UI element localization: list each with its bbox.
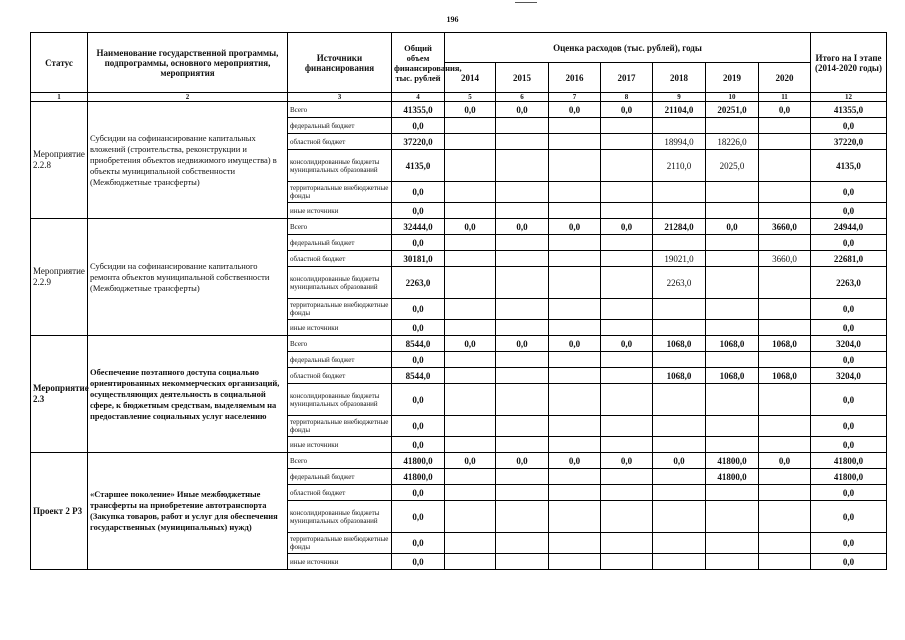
year-value-cell: 0,0 bbox=[759, 453, 811, 469]
stage-total-cell: 4135,0 bbox=[811, 150, 887, 182]
year-value-cell: 1068,0 bbox=[653, 336, 706, 352]
column-number: 10 bbox=[706, 93, 759, 102]
stage-total-cell: 22681,0 bbox=[811, 251, 887, 267]
measure-name-cell: «Старшее поколение» Иные межбюджетные трансферты на приобретение автотранспорта (Закупка товаров, работ и услуг для обеспечения государственных (муниципальных) нужд) bbox=[88, 453, 288, 570]
year-value-cell: 0,0 bbox=[445, 219, 496, 235]
year-value-cell bbox=[601, 437, 653, 453]
year-value-cell bbox=[653, 437, 706, 453]
year-value-cell bbox=[549, 384, 601, 416]
year-value-cell bbox=[549, 485, 601, 501]
year-value-cell: 41800,0 bbox=[706, 469, 759, 485]
year-value-cell bbox=[549, 437, 601, 453]
year-value-cell bbox=[759, 554, 811, 570]
column-number: 6 bbox=[496, 93, 549, 102]
year-value-cell bbox=[706, 267, 759, 299]
year-value-cell bbox=[496, 368, 549, 384]
table-row bbox=[31, 453, 887, 469]
funding-source-cell: федеральный бюджет bbox=[288, 235, 392, 251]
total-cell: 0,0 bbox=[392, 299, 445, 320]
stage-total-cell: 0,0 bbox=[811, 352, 887, 368]
year-value-cell bbox=[496, 150, 549, 182]
year-value-cell: 19021,0 bbox=[653, 251, 706, 267]
year-value-cell bbox=[601, 416, 653, 437]
year-value-cell bbox=[549, 368, 601, 384]
stage-total-cell: 24944,0 bbox=[811, 219, 887, 235]
total-cell: 0,0 bbox=[392, 416, 445, 437]
year-value-cell bbox=[706, 118, 759, 134]
funding-source-cell: областной бюджет bbox=[288, 251, 392, 267]
year-value-cell bbox=[549, 352, 601, 368]
funding-source-cell: Всего bbox=[288, 219, 392, 235]
year-value-cell bbox=[601, 235, 653, 251]
header-year: 2020 bbox=[759, 63, 811, 93]
year-value-cell bbox=[445, 533, 496, 554]
year-value-cell bbox=[445, 485, 496, 501]
year-value-cell bbox=[601, 352, 653, 368]
measure-name-cell: Субсидии на софинансирование капитального ремонта объектов муниципальной собственности (Межбюджетные трансферты) bbox=[88, 219, 288, 336]
year-value-cell bbox=[653, 501, 706, 533]
header-status: Статус bbox=[31, 33, 88, 93]
status-cell: Мероприятие 2.2.9 bbox=[31, 219, 88, 336]
total-cell: 0,0 bbox=[392, 203, 445, 219]
year-value-cell: 2025,0 bbox=[706, 150, 759, 182]
funding-source-cell: территориальные внебюджетные фонды bbox=[288, 416, 392, 437]
year-value-cell bbox=[549, 267, 601, 299]
year-value-cell bbox=[706, 352, 759, 368]
year-value-cell bbox=[496, 485, 549, 501]
measure-name-cell: Обеспечение поэтапного доступа социально ориентированных некоммерческих организаций, осуществляющих деятельность в социальной сфере, к бюджетным средствам, выделяемым на предоставление социальных услуг населению bbox=[88, 336, 288, 453]
stage-total-cell: 41355,0 bbox=[811, 102, 887, 118]
stage-total-cell: 0,0 bbox=[811, 118, 887, 134]
total-cell: 32444,0 bbox=[392, 219, 445, 235]
total-cell: 0,0 bbox=[392, 118, 445, 134]
year-value-cell bbox=[653, 235, 706, 251]
stage-total-cell: 0,0 bbox=[811, 182, 887, 203]
year-value-cell bbox=[445, 320, 496, 336]
year-value-cell bbox=[496, 118, 549, 134]
stage-total-cell: 2263,0 bbox=[811, 267, 887, 299]
table-row bbox=[31, 102, 887, 118]
year-value-cell bbox=[549, 416, 601, 437]
stage-total-cell: 41800,0 bbox=[811, 453, 887, 469]
funding-source-cell: территориальные внебюджетные фонды bbox=[288, 182, 392, 203]
year-value-cell: 0,0 bbox=[549, 336, 601, 352]
year-value-cell bbox=[653, 352, 706, 368]
year-value-cell: 0,0 bbox=[496, 102, 549, 118]
year-value-cell bbox=[549, 320, 601, 336]
year-value-cell bbox=[653, 533, 706, 554]
year-value-cell bbox=[496, 352, 549, 368]
stage-total-cell: 41800,0 bbox=[811, 469, 887, 485]
funding-source-cell: консолидированные бюджеты муниципальных образований bbox=[288, 150, 392, 182]
year-value-cell bbox=[549, 299, 601, 320]
year-value-cell bbox=[445, 182, 496, 203]
year-value-cell bbox=[445, 251, 496, 267]
year-value-cell bbox=[759, 384, 811, 416]
year-value-cell bbox=[759, 203, 811, 219]
total-cell: 8544,0 bbox=[392, 336, 445, 352]
year-value-cell bbox=[601, 118, 653, 134]
year-value-cell bbox=[653, 416, 706, 437]
year-value-cell bbox=[549, 150, 601, 182]
column-number: 1 bbox=[31, 93, 88, 102]
year-value-cell: 0,0 bbox=[601, 453, 653, 469]
year-value-cell bbox=[759, 469, 811, 485]
funding-source-cell: областной бюджет bbox=[288, 485, 392, 501]
year-value-cell bbox=[549, 203, 601, 219]
year-value-cell bbox=[706, 384, 759, 416]
year-value-cell: 0,0 bbox=[496, 219, 549, 235]
year-value-cell: 0,0 bbox=[601, 219, 653, 235]
year-value-cell bbox=[496, 533, 549, 554]
year-value-cell bbox=[549, 182, 601, 203]
year-value-cell bbox=[445, 235, 496, 251]
header-sources: Источники финансирования bbox=[288, 33, 392, 93]
header-year: 2019 bbox=[706, 63, 759, 93]
year-value-cell bbox=[601, 384, 653, 416]
year-value-cell bbox=[601, 134, 653, 150]
year-value-cell bbox=[706, 416, 759, 437]
column-number: 3 bbox=[288, 93, 392, 102]
stage-total-cell: 0,0 bbox=[811, 384, 887, 416]
year-value-cell bbox=[759, 352, 811, 368]
year-value-cell: 3660,0 bbox=[759, 219, 811, 235]
year-value-cell bbox=[759, 416, 811, 437]
year-value-cell bbox=[759, 299, 811, 320]
year-value-cell bbox=[549, 251, 601, 267]
year-value-cell: 20251,0 bbox=[706, 102, 759, 118]
year-value-cell bbox=[549, 501, 601, 533]
funding-source-cell: федеральный бюджет bbox=[288, 118, 392, 134]
year-value-cell bbox=[601, 554, 653, 570]
header-year: 2014 bbox=[445, 63, 496, 93]
funding-source-cell: областной бюджет bbox=[288, 368, 392, 384]
year-value-cell bbox=[445, 118, 496, 134]
stage-total-cell: 3204,0 bbox=[811, 336, 887, 352]
year-value-cell bbox=[496, 299, 549, 320]
column-number: 11 bbox=[759, 93, 811, 102]
year-value-cell bbox=[496, 203, 549, 219]
year-value-cell bbox=[445, 416, 496, 437]
year-value-cell bbox=[601, 267, 653, 299]
funding-source-cell: иные источники bbox=[288, 203, 392, 219]
stage-total-cell: 0,0 bbox=[811, 501, 887, 533]
column-number: 2 bbox=[88, 93, 288, 102]
funding-source-cell: территориальные внебюджетные фонды bbox=[288, 533, 392, 554]
year-value-cell: 2263,0 bbox=[653, 267, 706, 299]
year-value-cell bbox=[759, 150, 811, 182]
year-value-cell bbox=[549, 469, 601, 485]
header-name: Наименование государственной программы, подпрограммы, основного мероприятия, мероприятия bbox=[88, 33, 288, 93]
header-stage-total: Итого на I этапе (2014-2020 годы) bbox=[811, 33, 887, 93]
year-value-cell: 0,0 bbox=[601, 102, 653, 118]
total-cell: 0,0 bbox=[392, 320, 445, 336]
funding-source-cell: Всего bbox=[288, 336, 392, 352]
total-cell: 41800,0 bbox=[392, 453, 445, 469]
year-value-cell bbox=[445, 134, 496, 150]
year-value-cell bbox=[445, 501, 496, 533]
year-value-cell bbox=[445, 203, 496, 219]
funding-source-cell: консолидированные бюджеты муниципальных образований bbox=[288, 384, 392, 416]
year-value-cell bbox=[653, 203, 706, 219]
year-value-cell bbox=[653, 554, 706, 570]
measure-name-cell: Субсидии на софинансирование капитальных вложений (строительства, реконструкции и приобретения объектов недвижимого имущества) в объекты муниципальной собственности (Межбюджетные трансферты) bbox=[88, 102, 288, 219]
year-value-cell bbox=[445, 150, 496, 182]
funding-source-cell: консолидированные бюджеты муниципальных образований bbox=[288, 501, 392, 533]
year-value-cell bbox=[601, 203, 653, 219]
year-value-cell bbox=[601, 320, 653, 336]
header-year: 2017 bbox=[601, 63, 653, 93]
year-value-cell bbox=[601, 251, 653, 267]
column-number: 8 bbox=[601, 93, 653, 102]
page-number: 196 bbox=[446, 15, 459, 24]
year-value-cell bbox=[496, 134, 549, 150]
year-value-cell bbox=[759, 118, 811, 134]
total-cell: 0,0 bbox=[392, 501, 445, 533]
year-value-cell bbox=[601, 368, 653, 384]
year-value-cell bbox=[496, 469, 549, 485]
year-value-cell: 0,0 bbox=[549, 102, 601, 118]
year-value-cell: 0,0 bbox=[653, 453, 706, 469]
funding-source-cell: иные источники bbox=[288, 320, 392, 336]
year-value-cell: 1068,0 bbox=[653, 368, 706, 384]
year-value-cell bbox=[706, 235, 759, 251]
year-value-cell bbox=[496, 501, 549, 533]
table-row bbox=[31, 219, 887, 235]
year-value-cell: 2110,0 bbox=[653, 150, 706, 182]
year-value-cell bbox=[549, 118, 601, 134]
year-value-cell: 0,0 bbox=[759, 102, 811, 118]
year-value-cell bbox=[706, 437, 759, 453]
table-header bbox=[31, 33, 887, 102]
total-cell: 8544,0 bbox=[392, 368, 445, 384]
stage-total-cell: 0,0 bbox=[811, 235, 887, 251]
year-value-cell bbox=[445, 299, 496, 320]
year-value-cell bbox=[706, 182, 759, 203]
funding-source-cell: областной бюджет bbox=[288, 134, 392, 150]
funding-source-cell: консолидированные бюджеты муниципальных образований bbox=[288, 267, 392, 299]
year-value-cell bbox=[759, 320, 811, 336]
total-cell: 41800,0 bbox=[392, 469, 445, 485]
year-value-cell: 1068,0 bbox=[706, 368, 759, 384]
year-value-cell bbox=[549, 235, 601, 251]
year-value-cell: 1068,0 bbox=[759, 368, 811, 384]
column-number: 5 bbox=[445, 93, 496, 102]
stage-total-cell: 0,0 bbox=[811, 203, 887, 219]
header-estimate: Оценка расходов (тыс. рублей), годы bbox=[445, 33, 811, 63]
year-value-cell bbox=[601, 501, 653, 533]
year-value-cell: 0,0 bbox=[445, 102, 496, 118]
year-value-cell: 21104,0 bbox=[653, 102, 706, 118]
year-value-cell bbox=[653, 118, 706, 134]
status-cell: Мероприятие 2.2.8 bbox=[31, 102, 88, 219]
year-value-cell bbox=[759, 134, 811, 150]
funding-source-cell: федеральный бюджет bbox=[288, 469, 392, 485]
header-year: 2018 bbox=[653, 63, 706, 93]
year-value-cell: 0,0 bbox=[549, 453, 601, 469]
year-value-cell: 1068,0 bbox=[759, 336, 811, 352]
total-cell: 0,0 bbox=[392, 554, 445, 570]
year-value-cell bbox=[759, 182, 811, 203]
header-year: 2015 bbox=[496, 63, 549, 93]
year-value-cell bbox=[496, 251, 549, 267]
stage-total-cell: 0,0 bbox=[811, 533, 887, 554]
year-value-cell: 0,0 bbox=[706, 219, 759, 235]
column-number: 7 bbox=[549, 93, 601, 102]
year-value-cell: 0,0 bbox=[445, 336, 496, 352]
column-number: 4 bbox=[392, 93, 445, 102]
funding-source-cell: федеральный бюджет bbox=[288, 352, 392, 368]
year-value-cell bbox=[601, 182, 653, 203]
year-value-cell bbox=[706, 554, 759, 570]
funding-source-cell: иные источники bbox=[288, 437, 392, 453]
total-cell: 0,0 bbox=[392, 235, 445, 251]
stage-total-cell: 0,0 bbox=[811, 437, 887, 453]
year-value-cell bbox=[706, 501, 759, 533]
year-value-cell bbox=[445, 554, 496, 570]
year-value-cell bbox=[496, 384, 549, 416]
total-cell: 41355,0 bbox=[392, 102, 445, 118]
funding-source-cell: Всего bbox=[288, 102, 392, 118]
year-value-cell bbox=[653, 384, 706, 416]
year-value-cell bbox=[496, 267, 549, 299]
stage-total-cell: 0,0 bbox=[811, 320, 887, 336]
year-value-cell bbox=[706, 533, 759, 554]
year-value-cell bbox=[653, 320, 706, 336]
total-cell: 30181,0 bbox=[392, 251, 445, 267]
year-value-cell bbox=[706, 299, 759, 320]
total-cell: 4135,0 bbox=[392, 150, 445, 182]
status-cell: Мероприятие 2.3 bbox=[31, 336, 88, 453]
column-number: 12 bbox=[811, 93, 887, 102]
total-cell: 0,0 bbox=[392, 485, 445, 501]
year-value-cell: 0,0 bbox=[496, 453, 549, 469]
year-value-cell bbox=[601, 533, 653, 554]
year-value-cell bbox=[759, 485, 811, 501]
year-value-cell: 18226,0 bbox=[706, 134, 759, 150]
year-value-cell bbox=[706, 203, 759, 219]
stage-total-cell: 0,0 bbox=[811, 299, 887, 320]
stage-total-cell: 0,0 bbox=[811, 554, 887, 570]
year-value-cell: 0,0 bbox=[445, 453, 496, 469]
year-value-cell bbox=[759, 501, 811, 533]
funding-source-cell: иные источники bbox=[288, 554, 392, 570]
year-value-cell bbox=[759, 235, 811, 251]
year-value-cell: 21284,0 bbox=[653, 219, 706, 235]
year-value-cell bbox=[759, 437, 811, 453]
year-value-cell bbox=[601, 150, 653, 182]
year-value-cell bbox=[601, 299, 653, 320]
year-value-cell bbox=[445, 437, 496, 453]
funding-source-cell: Всего bbox=[288, 453, 392, 469]
year-value-cell bbox=[759, 533, 811, 554]
year-value-cell bbox=[706, 485, 759, 501]
year-value-cell bbox=[496, 235, 549, 251]
year-value-cell bbox=[601, 485, 653, 501]
stage-total-cell: 0,0 bbox=[811, 416, 887, 437]
total-cell: 0,0 bbox=[392, 384, 445, 416]
year-value-cell bbox=[653, 299, 706, 320]
year-value-cell bbox=[759, 267, 811, 299]
year-value-cell bbox=[549, 554, 601, 570]
year-value-cell: 41800,0 bbox=[706, 453, 759, 469]
total-cell: 2263,0 bbox=[392, 267, 445, 299]
header-year: 2016 bbox=[549, 63, 601, 93]
year-value-cell bbox=[496, 554, 549, 570]
header-total: Общий объем финансирования, тыс. рублей bbox=[392, 33, 445, 93]
year-value-cell: 3660,0 bbox=[759, 251, 811, 267]
year-value-cell bbox=[706, 320, 759, 336]
funding-source-cell: территориальные внебюджетные фонды bbox=[288, 299, 392, 320]
column-number-row bbox=[31, 93, 887, 102]
year-value-cell bbox=[496, 182, 549, 203]
stage-total-cell: 37220,0 bbox=[811, 134, 887, 150]
year-value-cell bbox=[549, 533, 601, 554]
year-value-cell bbox=[445, 368, 496, 384]
year-value-cell bbox=[653, 485, 706, 501]
table-body bbox=[31, 102, 887, 570]
column-number: 9 bbox=[653, 93, 706, 102]
expenditure-table bbox=[30, 32, 887, 570]
scan-mark bbox=[515, 2, 537, 3]
year-value-cell bbox=[445, 469, 496, 485]
year-value-cell bbox=[445, 352, 496, 368]
year-value-cell: 1068,0 bbox=[706, 336, 759, 352]
year-value-cell bbox=[445, 384, 496, 416]
year-value-cell: 18994,0 bbox=[653, 134, 706, 150]
year-value-cell bbox=[653, 469, 706, 485]
stage-total-cell: 0,0 bbox=[811, 485, 887, 501]
total-cell: 37220,0 bbox=[392, 134, 445, 150]
year-value-cell bbox=[706, 251, 759, 267]
stage-total-cell: 3204,0 bbox=[811, 368, 887, 384]
year-value-cell: 0,0 bbox=[601, 336, 653, 352]
table-row bbox=[31, 336, 887, 352]
year-value-cell bbox=[496, 320, 549, 336]
year-value-cell bbox=[653, 182, 706, 203]
total-cell: 0,0 bbox=[392, 352, 445, 368]
total-cell: 0,0 bbox=[392, 182, 445, 203]
year-value-cell: 0,0 bbox=[496, 336, 549, 352]
year-value-cell bbox=[549, 134, 601, 150]
year-value-cell bbox=[496, 416, 549, 437]
status-cell: Проект 2 Р3 bbox=[31, 453, 88, 570]
total-cell: 0,0 bbox=[392, 533, 445, 554]
year-value-cell: 0,0 bbox=[549, 219, 601, 235]
year-value-cell bbox=[496, 437, 549, 453]
year-value-cell bbox=[445, 267, 496, 299]
year-value-cell bbox=[601, 469, 653, 485]
total-cell: 0,0 bbox=[392, 437, 445, 453]
